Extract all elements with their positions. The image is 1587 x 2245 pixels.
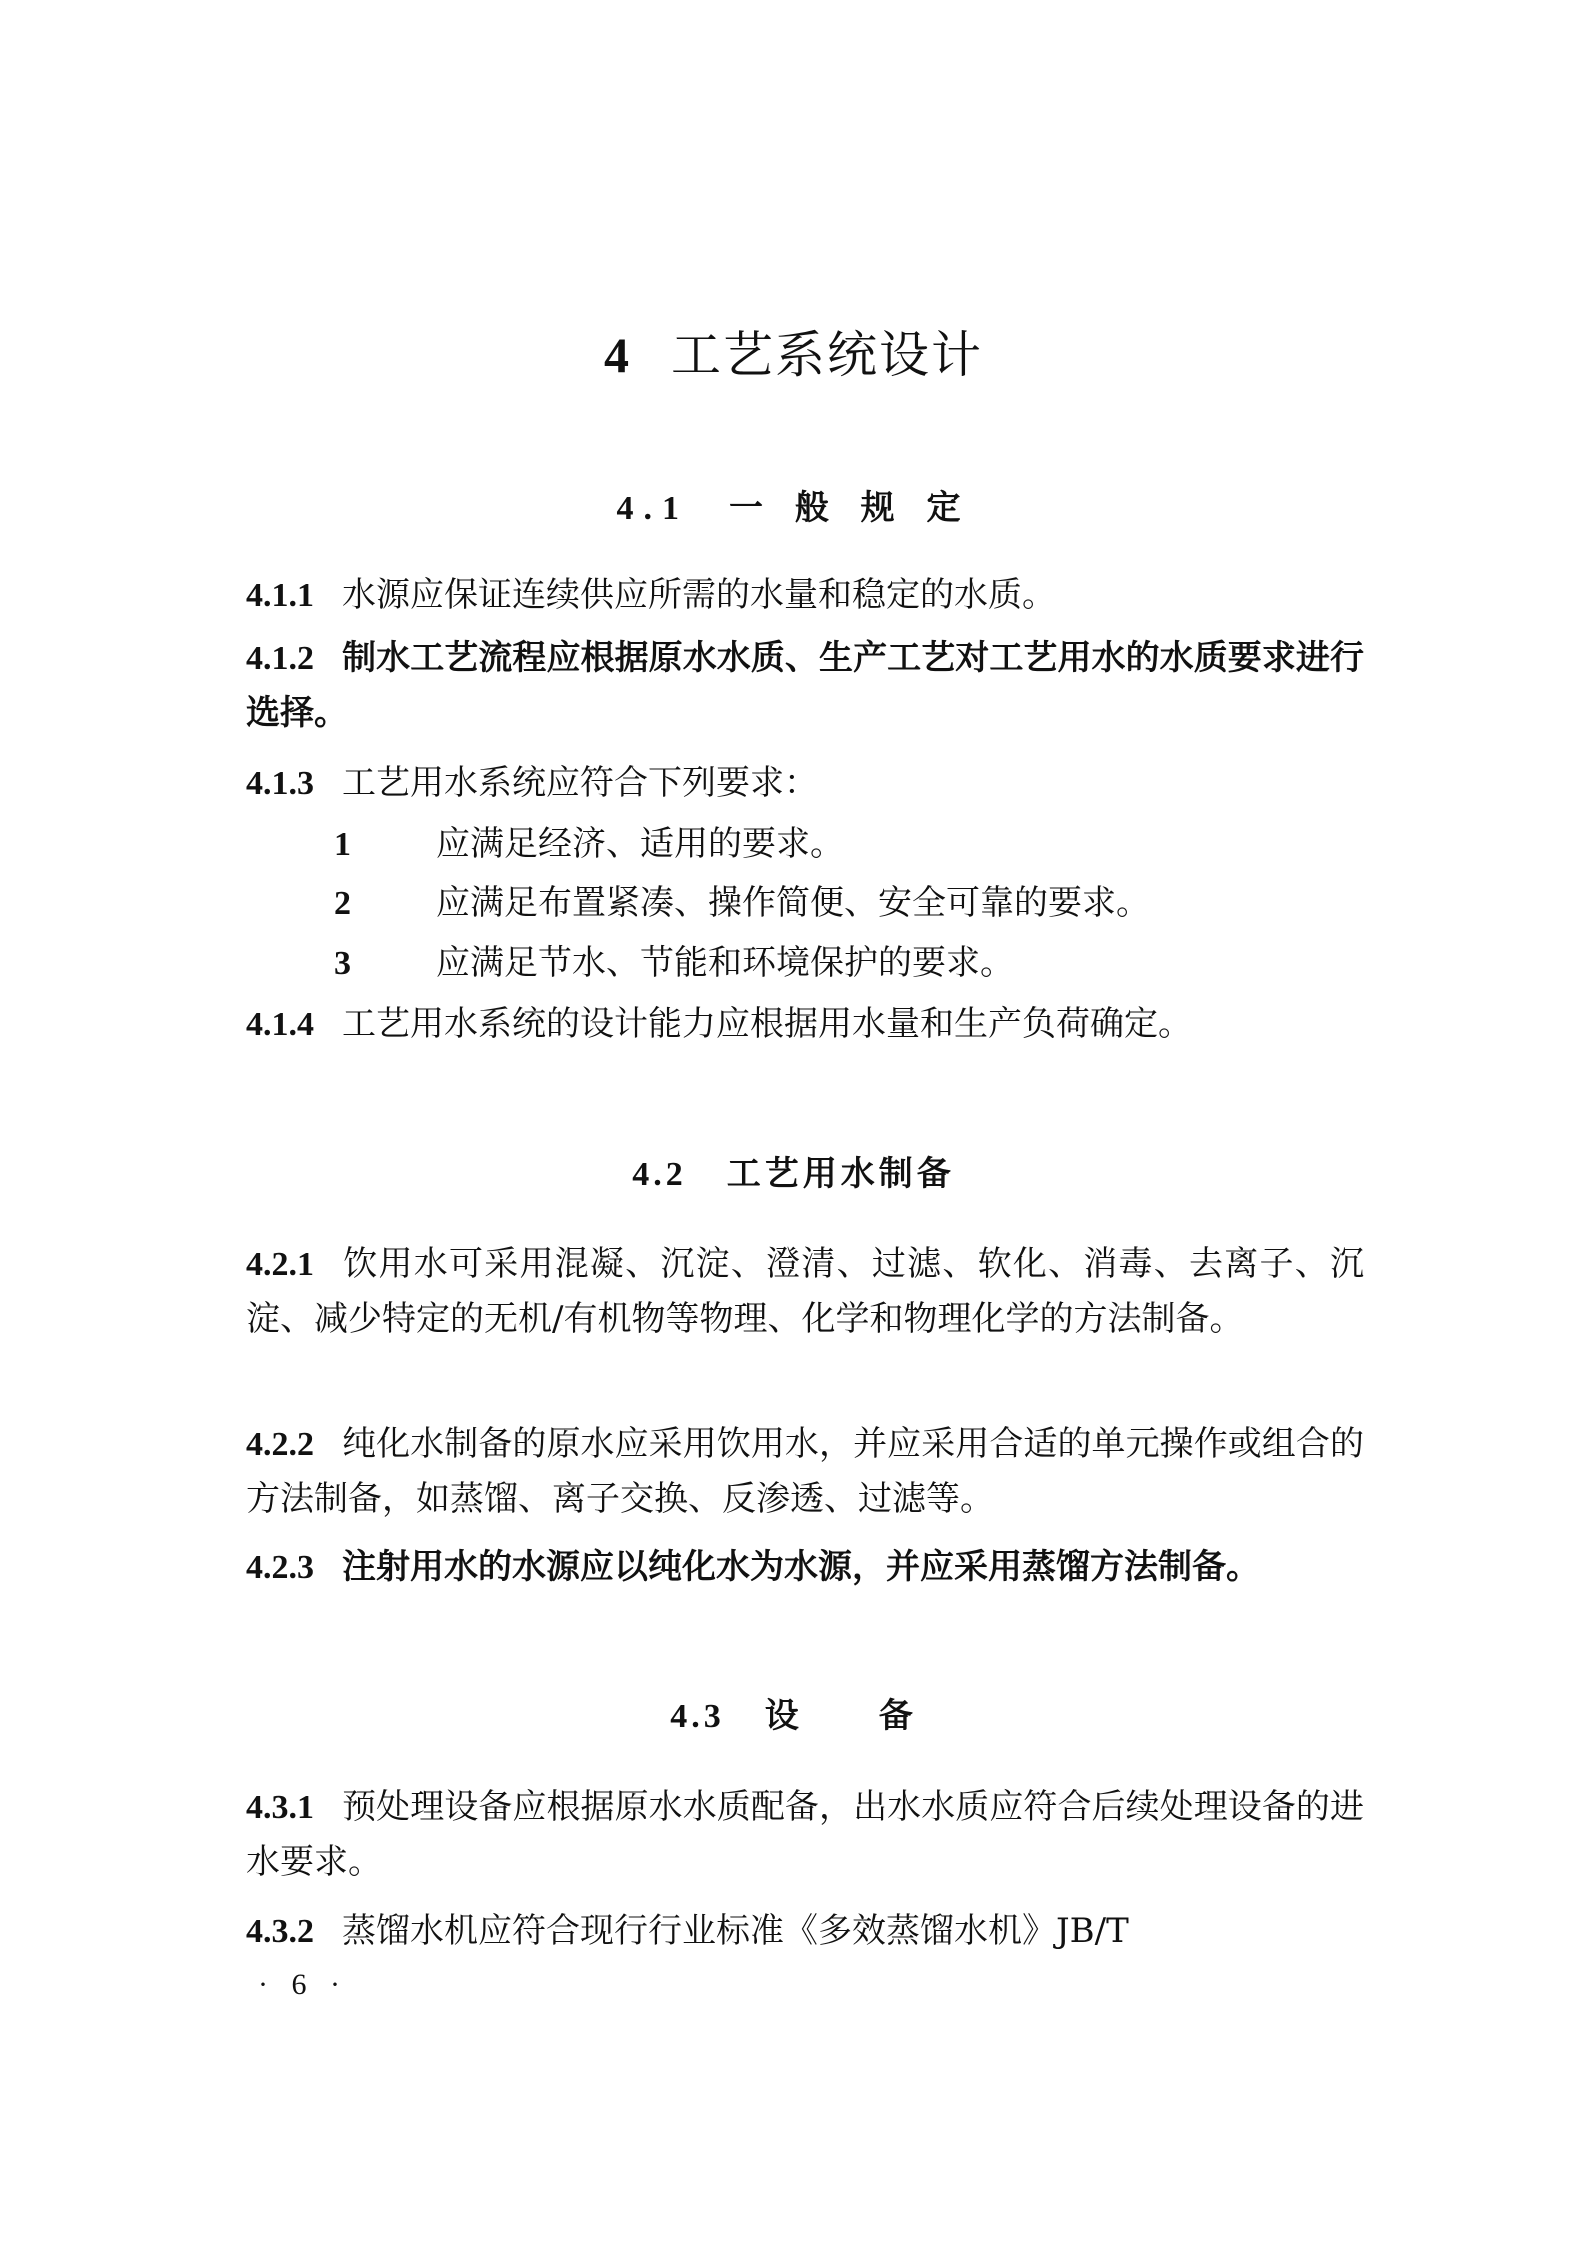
clause-text: 饮用水可采用混凝、沉淀、澄清、过滤、软化、消毒、去离子、沉淀、减少特定的无机/有机物等物理、化学和物理化学的方法制备。 <box>246 1244 1364 1339</box>
list-item <box>334 817 844 872</box>
clause-text: 注射用水的水源应以纯化水为水源，并应采用蒸馏方法制备。 <box>342 1547 1260 1587</box>
chapter-title-text: 工艺系统设计 <box>671 326 983 384</box>
list-item <box>334 876 1150 931</box>
section-title-4-3 <box>0 1691 1587 1742</box>
clause-text: 制水工艺流程应根据原水水质、生产工艺对工艺用水的水质要求进行选择。 <box>246 638 1364 733</box>
clause-text: 工艺用水系统的设计能力应根据用水量和生产负荷确定。 <box>342 1004 1192 1044</box>
item-text: 应满足节水、节能和环境保护的要求。 <box>436 943 1014 983</box>
clause-number: 4.1.2 <box>246 640 314 677</box>
item-text: 应满足经济、适用的要求。 <box>436 824 844 864</box>
clause-number: 4.3.1 <box>246 1789 314 1826</box>
chapter-number: 4 <box>604 327 631 383</box>
item-number: 3 <box>334 945 351 982</box>
clause-text: 蒸馏水机应符合现行行业标准《多效蒸馏水机》JB/T <box>342 1911 1129 1951</box>
clause-4-1-3 <box>246 756 1364 811</box>
section-title-text: 工艺用水制备 <box>726 1154 955 1194</box>
clause-4-2-2 <box>246 1417 1364 1526</box>
clause-4-2-1 <box>246 1237 1364 1346</box>
clause-number: 4.2.1 <box>246 1246 314 1283</box>
clause-text: 纯化水制备的原水应采用饮用水，并应采用合适的单元操作或组合的方法制备，如蒸馏、离子交换、反渗透、过滤等。 <box>246 1424 1364 1519</box>
clause-text: 工艺用水系统应符合下列要求： <box>342 763 818 803</box>
clause-4-3-2 <box>246 1904 1364 1959</box>
clause-number: 4.1.1 <box>246 577 314 614</box>
section-title-4-1 <box>0 483 1587 534</box>
section-title-text: 设 备 <box>764 1696 917 1736</box>
page-number: · 6 · <box>258 1968 348 2001</box>
item-number: 1 <box>334 826 351 863</box>
clause-number: 4.2.2 <box>246 1426 314 1463</box>
list-item <box>334 936 1014 991</box>
clause-4-2-3 <box>246 1540 1364 1595</box>
chapter-title <box>0 320 1587 390</box>
clause-4-1-2 <box>246 631 1364 740</box>
section-number: 4.2 <box>632 1156 687 1193</box>
section-number: 4.3 <box>670 1698 725 1735</box>
item-number: 2 <box>334 885 351 922</box>
clause-4-1-1 <box>246 568 1364 623</box>
clause-number: 4.3.2 <box>246 1913 314 1950</box>
clause-4-3-1 <box>246 1780 1364 1889</box>
section-number: 4.1 <box>616 490 689 527</box>
section-title-text: 一 般 规 定 <box>728 488 971 528</box>
item-text: 应满足布置紧凑、操作简便、安全可靠的要求。 <box>436 883 1150 923</box>
clause-text: 水源应保证连续供应所需的水量和稳定的水质。 <box>342 575 1056 615</box>
clause-number: 4.1.4 <box>246 1006 314 1043</box>
clause-4-1-4 <box>246 997 1364 1052</box>
section-title-4-2 <box>0 1149 1587 1200</box>
clause-text: 预处理设备应根据原水水质配备，出水水质应符合后续处理设备的进水要求。 <box>246 1787 1364 1882</box>
clause-number: 4.1.3 <box>246 765 314 802</box>
clause-number: 4.2.3 <box>246 1549 314 1586</box>
